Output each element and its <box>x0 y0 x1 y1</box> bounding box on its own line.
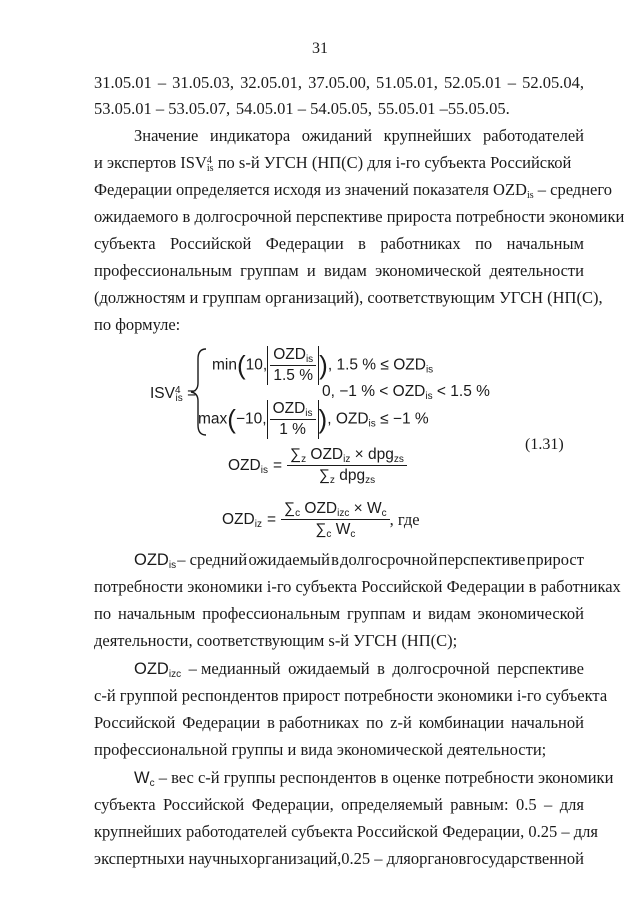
word: перспективе <box>497 659 584 678</box>
denominator <box>287 466 407 485</box>
para1-line-7: (должностям и группам организаций), соответствующим УГСН (НП(С), <box>94 288 603 307</box>
word: по <box>94 604 112 623</box>
symbol: OZD <box>228 456 261 474</box>
word: ожиданий <box>301 126 373 145</box>
dash: – <box>507 73 517 92</box>
min-function: min <box>212 356 237 374</box>
case-2 <box>322 383 490 401</box>
word: – медианный <box>188 659 281 678</box>
code-range: 54.05.01 – 54.05.05, <box>235 99 373 118</box>
text: dpg <box>334 467 366 484</box>
where-text: , где <box>389 509 420 529</box>
floor-bracket <box>267 346 319 385</box>
code: 37.05.00, <box>308 73 370 92</box>
case-1: min(10, $\frac{OZD_{is}}{1.5 \%}$ ), 1.5 % ≤ $OZD_{is}$ <box>212 346 434 384</box>
denominator: 1 % <box>279 421 306 438</box>
word: долгосрочной <box>392 659 490 678</box>
word: в <box>331 550 339 569</box>
word: Федерации <box>182 713 261 732</box>
para1-line-3-text <box>94 180 612 200</box>
max-function: max <box>198 410 228 428</box>
word: Значение <box>134 126 199 145</box>
word: – <box>544 795 553 814</box>
word: субъекта <box>94 795 156 814</box>
sum-symbol: ∑ <box>284 500 296 517</box>
symbol: OZD <box>222 510 255 528</box>
var <box>134 550 176 570</box>
word: работниках <box>380 234 461 253</box>
para1-line-2-text <box>94 153 571 173</box>
word: комбинации <box>418 713 505 732</box>
text: W <box>331 521 351 538</box>
word: экспертных <box>94 849 176 868</box>
text: – среднего <box>533 180 612 199</box>
subscript: c <box>350 529 356 540</box>
word: и научных <box>175 849 249 868</box>
word: деятельности <box>489 261 584 280</box>
subscript: c <box>149 778 155 789</box>
word: организаций, <box>248 849 342 868</box>
def3-line-1-text <box>134 768 613 788</box>
word: индикатора <box>209 126 291 145</box>
symbol: W <box>134 769 150 787</box>
case-3: max(−10, $\frac{OZD_{is}}{1 \%}$ ), $OZD_{is} \le -1$ % <box>198 400 429 438</box>
def3-line-4 <box>94 849 584 869</box>
code: 51.05.01, <box>376 73 438 92</box>
subscript: iz <box>254 518 262 530</box>
subscript: is <box>260 464 268 476</box>
word: для <box>559 795 584 814</box>
subscript: c <box>295 508 301 519</box>
denominator <box>281 520 390 539</box>
word: z-й <box>390 713 412 732</box>
word: видам <box>428 604 471 623</box>
page-number: 31 <box>312 40 328 57</box>
def1-line-4: деятельности, соответствующим s-й УГСН (НП(С); <box>94 631 458 650</box>
symbol: OZD <box>134 551 169 569</box>
condition: , OZD <box>327 410 369 428</box>
subscript: is <box>425 391 433 402</box>
ozdiz-formula <box>222 500 420 539</box>
sum-symbol: ∑ <box>315 521 327 538</box>
condition: < 1.5 % <box>432 383 490 400</box>
word: ожидаемый <box>248 550 330 569</box>
def1-line-1 <box>134 550 584 570</box>
superscript: 4 <box>206 155 212 166</box>
word: в <box>358 234 366 253</box>
lhs <box>228 457 268 475</box>
word: Российской <box>94 713 176 732</box>
equals-sign: = <box>272 456 283 474</box>
subscript: z <box>301 454 307 465</box>
word: и <box>412 604 422 623</box>
numerator <box>270 400 316 420</box>
sum-symbol: ∑ <box>290 446 302 463</box>
argument: −10, <box>235 410 267 428</box>
code-range: 53.05.01 – 53.05.07, <box>94 99 231 118</box>
para1-line-6 <box>94 261 584 281</box>
word: по <box>475 234 493 253</box>
subscript: is <box>305 408 313 419</box>
subscript: zs <box>393 454 404 465</box>
def1-line-3 <box>94 604 584 624</box>
subscript: zs <box>365 475 376 486</box>
word: – средний <box>177 550 248 569</box>
var <box>134 659 181 679</box>
word: и <box>306 261 316 280</box>
word: 0.5 <box>516 795 537 814</box>
codes-line-1 <box>94 73 584 93</box>
sum-symbol: ∑ <box>318 467 330 484</box>
lhs <box>222 511 262 529</box>
word: в работниках <box>267 713 360 732</box>
word: экономической <box>477 604 584 623</box>
def2-line-1 <box>134 659 584 679</box>
para1-line-5 <box>94 234 584 254</box>
denominator: 1.5 % <box>273 367 314 384</box>
code-range: 55.05.01 –55.05.05. <box>377 99 510 118</box>
word: прирост <box>526 550 584 569</box>
para1-line-8: по формуле: <box>94 315 181 334</box>
word: государственной <box>466 849 584 868</box>
condition: 0, −1 % < OZD <box>322 383 426 400</box>
word: равным: <box>450 795 509 814</box>
word: в <box>377 659 385 678</box>
text: × W <box>349 500 382 517</box>
word: 0.25 – для <box>341 849 411 868</box>
word: перспективе <box>438 550 526 569</box>
para1-line-3 <box>94 180 612 201</box>
text: OZD <box>306 446 344 463</box>
subscript: is <box>175 393 183 404</box>
subscript: is <box>305 354 314 365</box>
def2-line-4: профессиональной группы и вида экономической деятельности; <box>94 740 547 759</box>
word: профессиональным <box>202 604 341 623</box>
text: Федерации определяется исходя из значений показателя OZD <box>94 180 527 199</box>
word: Федерации, <box>251 795 334 814</box>
word: начальным <box>506 234 584 253</box>
def2-line-3 <box>94 713 584 733</box>
word: начальным <box>117 604 196 623</box>
subscript: izc <box>337 508 350 519</box>
subscript: is <box>526 190 534 201</box>
text: OZD <box>300 500 338 517</box>
subscript: iz <box>343 454 351 465</box>
word: работодателей <box>483 126 584 145</box>
text: по s-й УГСН (НП(С) для i-го субъекта Российской <box>213 153 572 172</box>
def3-line-2 <box>94 795 584 815</box>
def2-line-2: с-й группой респондентов прирост потребности экономики i-го субъекта <box>94 686 608 705</box>
word: Федерации <box>265 234 344 253</box>
fraction <box>270 346 316 385</box>
numerator <box>281 500 390 520</box>
word: Российской <box>162 795 245 814</box>
text: и экспертов ISV <box>94 153 207 172</box>
code: 52.05.01 <box>443 73 502 92</box>
para1-line-4: ожидаемого в долгосрочной перспективе прироста потребности экономики <box>94 207 625 226</box>
word: группам <box>347 604 406 623</box>
condition: ≤ −1 % <box>375 410 429 428</box>
word: долгосрочной <box>340 550 438 569</box>
word: видам <box>324 261 367 280</box>
ozdis-formula <box>228 446 407 485</box>
word: определяемый <box>341 795 443 814</box>
def3-line-3: крупнейших работодателей субъекта Российской Федерации, 0.25 – для <box>94 822 598 841</box>
word: крупнейших <box>383 126 472 145</box>
text: OZD <box>273 346 306 363</box>
fraction <box>270 400 316 439</box>
word: профессиональным <box>94 261 232 280</box>
subscript: izc <box>168 669 182 680</box>
code: 31.05.01 <box>94 73 152 92</box>
codes-line-2 <box>94 99 584 119</box>
subscript: is <box>368 418 376 430</box>
equals-sign: = <box>266 510 277 528</box>
subscript: is <box>168 560 177 571</box>
code: 32.05.01, <box>240 73 302 92</box>
def3-line-1 <box>134 768 614 789</box>
subscript: is <box>206 163 214 174</box>
subscript: c <box>381 508 387 519</box>
word: ожидаемый <box>288 659 370 678</box>
word: экономической <box>375 261 482 280</box>
word: Российской <box>169 234 252 253</box>
subscript: is <box>425 364 434 376</box>
condition: , 1.5 % ≤ OZD <box>327 356 426 374</box>
word: органов <box>410 849 467 868</box>
floor-bracket <box>267 400 319 439</box>
code: 31.05.03, <box>172 73 235 92</box>
equation-number: (1.31) <box>525 436 564 453</box>
para1-line-1 <box>134 126 584 146</box>
def1-line-2: потребности экономики i-го субъекта Российской Федерации в работниках <box>94 577 621 596</box>
subscript: z <box>329 475 335 486</box>
superscript: 4 <box>174 385 181 396</box>
text: × dpg <box>350 446 394 463</box>
symbol: OZD <box>134 660 169 678</box>
word: начальной <box>511 713 584 732</box>
argument: 10, <box>245 356 268 374</box>
code: 52.05.04, <box>522 73 584 92</box>
symbol: ISV <box>150 385 175 402</box>
word: по <box>366 713 384 732</box>
word: субъекта <box>94 234 156 253</box>
para1-line-2 <box>94 153 584 173</box>
word: группам <box>240 261 299 280</box>
numerator <box>287 446 407 466</box>
fraction <box>287 446 407 485</box>
dash: – <box>157 73 167 92</box>
fraction <box>281 500 390 539</box>
subscript: c <box>326 529 332 540</box>
text: – вес с-й группы респондентов в оценке потребности экономики <box>154 768 614 787</box>
numerator <box>270 346 316 366</box>
text: OZD <box>272 400 306 417</box>
equals-sign: = <box>187 385 197 402</box>
